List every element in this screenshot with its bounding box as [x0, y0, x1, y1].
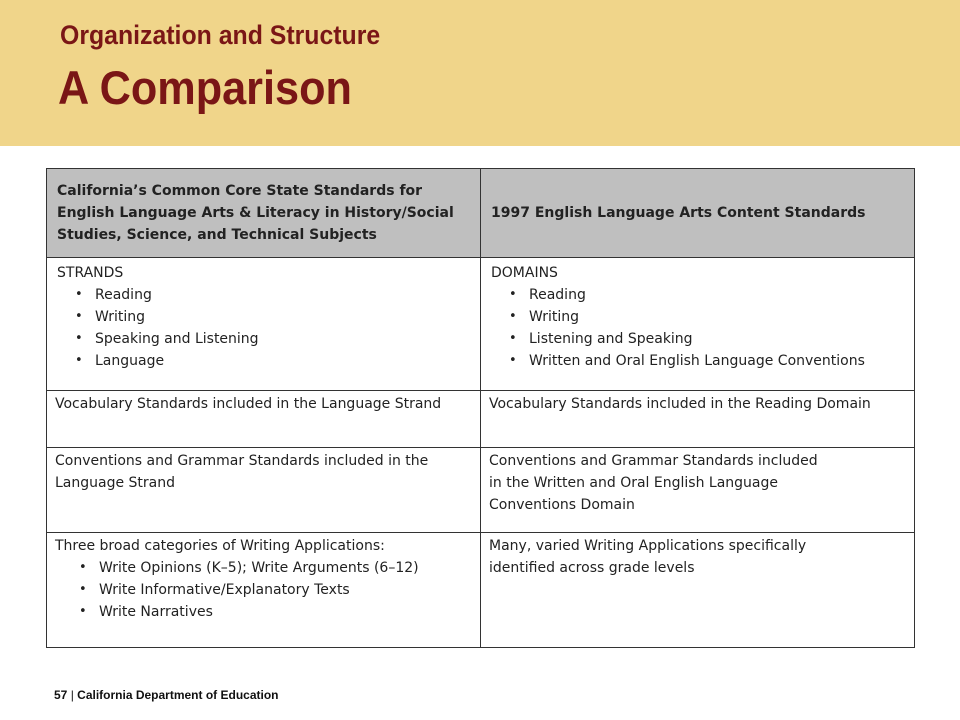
column-header-ccss: California’s Common Core State Standards for English Language Arts & Literacy in History/Social Studies, Science, and Technical Subjects [47, 169, 481, 258]
slide-title: A Comparison [58, 61, 352, 114]
domains-list [489, 284, 906, 372]
slide-subtitle: Organization and Structure [60, 20, 381, 50]
conventions-right-line: in the Written and Oral English Language [489, 475, 778, 491]
table-row [47, 258, 915, 391]
comparison-table [46, 168, 915, 648]
strands-list [55, 284, 472, 372]
page-number: 57 [54, 688, 68, 702]
list-item: • Write Opinions (K–5); Write Arguments (6–12) [99, 557, 472, 579]
table-header-row [47, 169, 915, 258]
slide-footer [54, 688, 279, 702]
table-row [47, 448, 915, 533]
list-item: • Writing [95, 306, 472, 328]
conventions-right-cell [481, 448, 915, 533]
list-item: • Reading [529, 284, 906, 306]
writing-left-cell [47, 533, 481, 648]
list-item: • Write Narratives [99, 601, 472, 623]
domains-heading: DOMAINS [491, 265, 558, 281]
conventions-left-cell: Conventions and Grammar Standards included in the Language Strand [47, 448, 481, 533]
list-item: • Write Informative/Explanatory Texts [99, 579, 472, 601]
table-row [47, 391, 915, 448]
table-row [47, 533, 915, 648]
title-banner [0, 0, 960, 146]
writing-right-cell [481, 533, 915, 648]
list-item: • Listening and Speaking [529, 328, 906, 350]
vocabulary-right-cell: Vocabulary Standards included in the Reading Domain [481, 391, 915, 448]
writing-intro: Three broad categories of Writing Applications: [55, 538, 385, 554]
conventions-right-line: Conventions and Grammar Standards included [489, 453, 818, 469]
writing-right-line: identified across grade levels [489, 560, 695, 576]
list-item: • Language [95, 350, 472, 372]
footer-department: California Department of Education [77, 688, 279, 702]
footer-separator: | [67, 688, 78, 702]
list-item: • Reading [95, 284, 472, 306]
strands-heading: STRANDS [57, 265, 124, 281]
vocabulary-left-cell: Vocabulary Standards included in the Language Strand [47, 391, 481, 448]
list-item: • Writing [529, 306, 906, 328]
writing-right-line: Many, varied Writing Applications specifically [489, 538, 807, 554]
strands-cell [47, 258, 481, 391]
domains-cell [481, 258, 915, 391]
list-item: • Speaking and Listening [95, 328, 472, 350]
list-item: • Written and Oral English Language Conventions [529, 350, 906, 372]
writing-list [55, 557, 472, 623]
conventions-right-line: Conventions Domain [489, 497, 635, 513]
column-header-1997: 1997 English Language Arts Content Standards [481, 169, 915, 258]
